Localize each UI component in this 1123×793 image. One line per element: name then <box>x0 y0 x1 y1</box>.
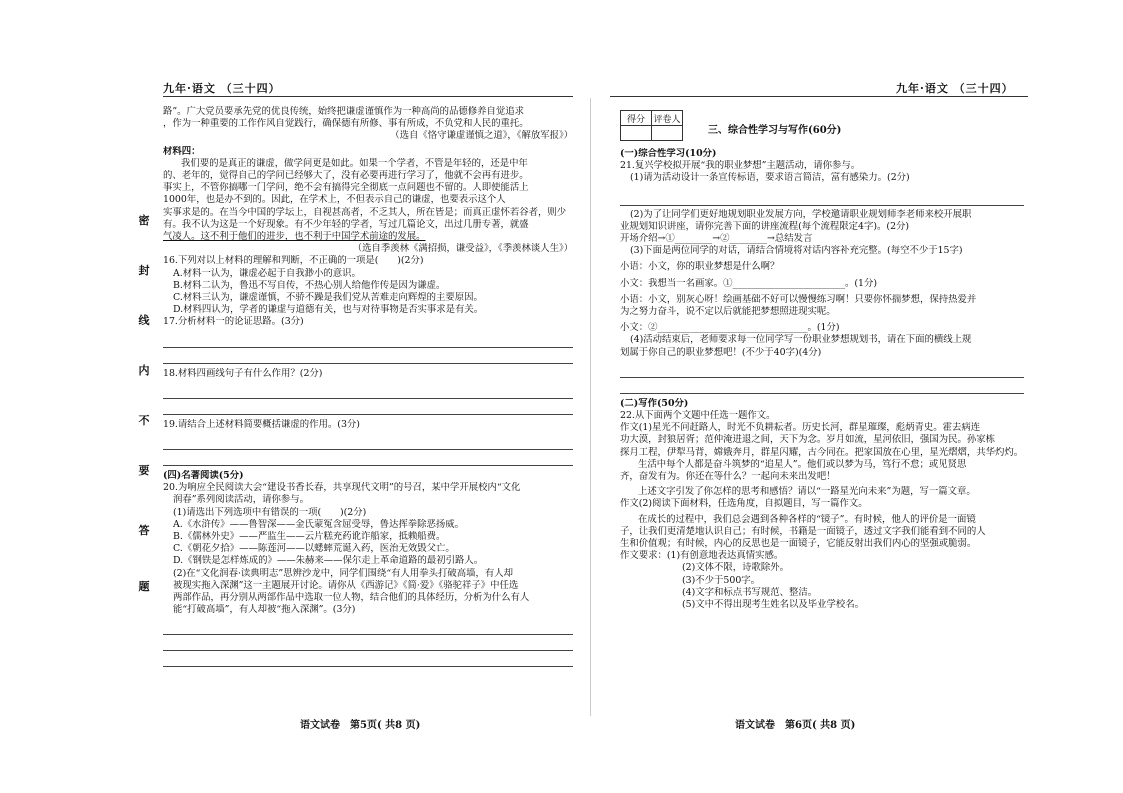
question-20-line: (2)在“文化润春·读典明志”思辨沙龙中，同学们围绕“有人用拳头打破高墙，有人却 <box>173 567 514 579</box>
passage-line: 的、老年的，觉得自己的学问已经够大了，没有必要再进行学习了，他就不会再有进步。 <box>163 170 529 182</box>
grader-input-cell[interactable] <box>652 126 683 141</box>
answer-line[interactable] <box>620 365 1024 378</box>
seal-char: 封 <box>138 264 150 277</box>
question-21-2: 业规划知识讲座，请你完善下面的讲座流程(每个流程限定4字)。(2分) <box>620 220 910 232</box>
passage-source: （选自《恪守谦虚谨慎之道》，《解放军报》） <box>390 130 573 142</box>
question-20-line: 被现实拖入深渊”这一主题展开讨论。请你从《西游记》《简·爱》《骆驼祥子》中任选 <box>173 579 519 591</box>
answer-line[interactable] <box>620 381 1024 394</box>
score-cell: 得分 <box>621 111 652 126</box>
dialogue-line: 为之努力奋斗，说不定以后就能把梦想照进现实呢。 <box>620 306 836 318</box>
question-21-2: (2)为了让同学们更好地规划职业发展方向，学校邀请职业规划师李老师来校开展职 <box>630 208 972 220</box>
question-21-3: (3)下面是两位同学的对话，请结合情境将对话内容补充完整。(每空不少于15字) <box>630 245 963 257</box>
question-20-line: (1)请选出下列选项中有错误的一项( )(2分) <box>173 506 367 518</box>
question-20-line: 润春”系列阅读活动，请你参与。 <box>173 494 310 506</box>
essay-2-title: 作文(2)阅读下面材料，任选角度，自拟题目，写一篇作文。 <box>620 498 868 510</box>
question-21-4: 划属于你自己的职业梦想吧！(不少于40字)(4分) <box>620 346 822 358</box>
seal-char: 线 <box>138 314 150 327</box>
essay-1-line: 生活中每个人都是奋斗筑梦的“追星人”。他们或以梦为马，笃行不怠；或见贤思 <box>638 458 967 470</box>
seal-char: 密 <box>138 214 150 227</box>
answer-line[interactable] <box>163 654 573 667</box>
option-d: D.材料四认为，学者的谦虚与道德有关，也与对待事物是否实事求是有关。 <box>173 304 484 316</box>
question-22: 22.从下面两个文题中任选一题作文。 <box>620 410 776 422</box>
score-input-cell[interactable] <box>621 126 652 141</box>
option-a: A.《水浒传》——鲁智深——金氏蒙冤含屈受辱，鲁达挥拳除恶扬威。 <box>173 518 465 530</box>
dialogue-line: 小语：小文，你的职业梦想是什么啊？ <box>620 261 780 273</box>
essay-requirement: (4)文字和标点书写规范、整洁。 <box>682 586 818 598</box>
question-16: 16.下列对以上材料的理解和判断，不正确的一项是( )(2分) <box>163 255 424 267</box>
option-c: C.《朝花夕拾》——陈莲河——以蟋蟀荒诞入药，医治无效毁父亡。 <box>173 543 455 555</box>
answer-line[interactable] <box>163 622 573 635</box>
answer-line[interactable] <box>163 437 573 450</box>
seal-char: 要 <box>138 464 150 477</box>
question-17: 17.分析材料一的论证思路。(3分) <box>163 316 304 328</box>
seal-char: 不 <box>138 414 150 427</box>
essay-1-line: 作文(1)星光不问赶路人，时光不负耕耘者。历史长河，群星璀璨，彪炳青史。霍去病连 <box>620 422 981 434</box>
passage-line: 1000年，也是办不到的。因此，在学术上，不但表示自己的谦虚，也要表示这个人 <box>163 194 506 206</box>
essay-1-line: 齐，奋发有为。你还在等什么？一起向未来出发吧！ <box>620 471 836 483</box>
passage-source: （选自季羡林《满招损，谦受益》，《季羡林谈人生》） <box>352 243 573 255</box>
question-21-1: (1)请为活动设计一条宣传标语，要求语言简洁，富有感染力。(2分) <box>630 172 910 184</box>
essay-requirement: (5)文中不得出现考生姓名以及毕业学校名。 <box>682 599 865 611</box>
answer-line[interactable] <box>163 335 573 348</box>
answer-line[interactable] <box>163 638 573 651</box>
answer-line[interactable] <box>163 351 573 364</box>
header-rule-right <box>610 96 1028 97</box>
answer-line[interactable] <box>163 453 573 466</box>
question-21-4: (4)活动结束后，老师要求每一位同学写一份职业梦想规划书，请在下面的横线上规 <box>630 334 972 346</box>
score-table <box>620 110 683 141</box>
page-footer-left: 语文试卷 第5页( 共8 页) <box>300 720 421 731</box>
option-b: B.材料二认为，鲁迅不写自传，不热心别人给他作传是因为谦虚。 <box>173 279 446 291</box>
page-footer-right: 语文试卷 第6页( 共8 页) <box>735 720 856 731</box>
answer-line[interactable] <box>163 386 573 399</box>
dialogue-line: 小文：②________________________________。(1分) <box>620 322 840 334</box>
question-20-line: 两部作品，再分别从两部作品中选取一位人物，结合他们的具体经历，分析为什么有人 <box>173 592 530 604</box>
option-b: B.《儒林外史》——严监生——云片糕充药讹诈船家，抵赖船费。 <box>173 531 446 543</box>
option-a: A.材料一认为，谦虚必起于自我渺小的意识。 <box>173 267 361 279</box>
essay-2-line: 生和价值观；有时候，内心的反思也是一面镜子，它能反射出我们内心的坚强或脆弱。 <box>620 538 977 550</box>
question-20-line: 能“打破高墙”，有人却被“拖入深渊”。(3分) <box>173 604 356 616</box>
header-rule-left <box>163 96 573 97</box>
essay-requirements: 作文要求：(1)有创意地表达真情实感。 <box>620 550 784 562</box>
answer-line[interactable] <box>163 402 573 415</box>
passage-line: 有。我不认为这是一个好现象。有不少年轻的学者，写过几篇论文，出过几册专著，就盛 <box>163 218 529 230</box>
right-page <box>620 148 1024 611</box>
left-page <box>163 106 573 758</box>
question-19: 19.请结合上述材料简要概括谦虚的作用。(3分) <box>163 418 360 430</box>
passage-line: 事实上，不管你搞哪一门学问，绝不会有搞得完全彻底一点问题也不留的。人即使能活上 <box>163 182 529 194</box>
lecture-flow: 开场介绍→①________→②________→总结发言 <box>620 233 813 245</box>
dialogue-line: 小语：小文，别灰心呀！绘画基础不好可以慢慢练习啊！只要你怀揣梦想，保持热爱并 <box>620 293 977 305</box>
answer-line[interactable] <box>620 193 1024 206</box>
passage-line: 我们要的是真正的谦虚，做学问更是如此。如果一个学者，不管是年轻的，还是中年 <box>181 157 528 169</box>
question-18: 18.材料四画线句子有什么作用？(2分) <box>163 367 323 379</box>
question-21: 21.复兴学校拟开展“我的职业梦想”主题活动，请你参与。 <box>620 160 861 172</box>
essay-requirement: (3)不少于500字。 <box>682 574 761 586</box>
seal-char: 答 <box>138 524 150 537</box>
seal-char: 题 <box>138 580 150 593</box>
question-20-line: 20.为响应全民阅读大会“建设书香长春，共享现代文明”的号召，某中学开展校内“文化 <box>163 482 521 494</box>
grader-cell: 评卷人 <box>652 111 683 126</box>
sub-section-2-title: (二)写作(50分) <box>620 397 689 409</box>
passage-line: 路”。广大党员要承先党的优良传统，始终把谦虚谨慎作为一种高尚的品德修养自觉追求 <box>163 106 525 117</box>
underlined-sentence: 气凌人。这不利于他们的进步，也不利于中国学术前途的发展。 <box>163 231 426 243</box>
section-four-title: (四)名著阅读(5分) <box>163 470 244 482</box>
essay-2-line: 子，让我们更清楚地认识自己；有时候，书籍是一面镜子，透过文字我们能看到不同的人 <box>620 525 986 537</box>
seal-char: 内 <box>138 364 150 377</box>
essay-1-line: 探月工程，伊犁马背，嫦娥奔月，群星闪耀，古今同在。把家国放在心里，星光熠熠，共华灼灼。 <box>620 446 1024 458</box>
page-header-right: 九年·语文 （三十四） <box>896 82 1014 95</box>
passage-line: 实事求是的。在当今中国的学坛上，自视甚高者，不乏其人，所在皆是；而真正虚怀若谷者，则少 <box>163 206 567 218</box>
essay-requirement: (2)文体不限，诗歌除外。 <box>682 562 790 574</box>
page-header-left: 九年·语文 （三十四） <box>163 82 281 95</box>
essay-2-line: 在成长的过程中，我们总会遇到各种各样的“镜子”。有时候，他人的评价是一面镜 <box>638 513 976 525</box>
option-c: C.材料三认为，谦虚谨慎，不骄不躁是我们党从苦难走向辉煌的主要原因。 <box>173 292 483 304</box>
sub-section-1-title: (一)综合性学习(10分) <box>620 148 717 159</box>
essay-1-task: 上述文字引发了你怎样的思考和感悟？请以“一路星光向未来”为题，写一篇文章。 <box>638 486 976 498</box>
page-divider <box>590 98 591 716</box>
passage-line: ，作为一种重要的工作作风自觉践行，确保德有所修、事有所成，不负党和人民的重托。 <box>163 118 529 130</box>
option-d: D.《钢铁是怎样炼成的》——朱赫来——保尔走上革命道路的最初引路人。 <box>173 555 484 567</box>
essay-1-line: 功大漠，封狼居胥；范仲淹进退之间，天下为念。岁月如流，星河依旧，强国为民。孙家栋 <box>620 434 996 446</box>
material-four-title: 材料四： <box>163 145 201 157</box>
section-three-title: 三、综合性学习与写作(60分) <box>708 125 842 136</box>
dialogue-line: 小文：我想当一名画家。①________________________。(1分) <box>620 277 878 289</box>
